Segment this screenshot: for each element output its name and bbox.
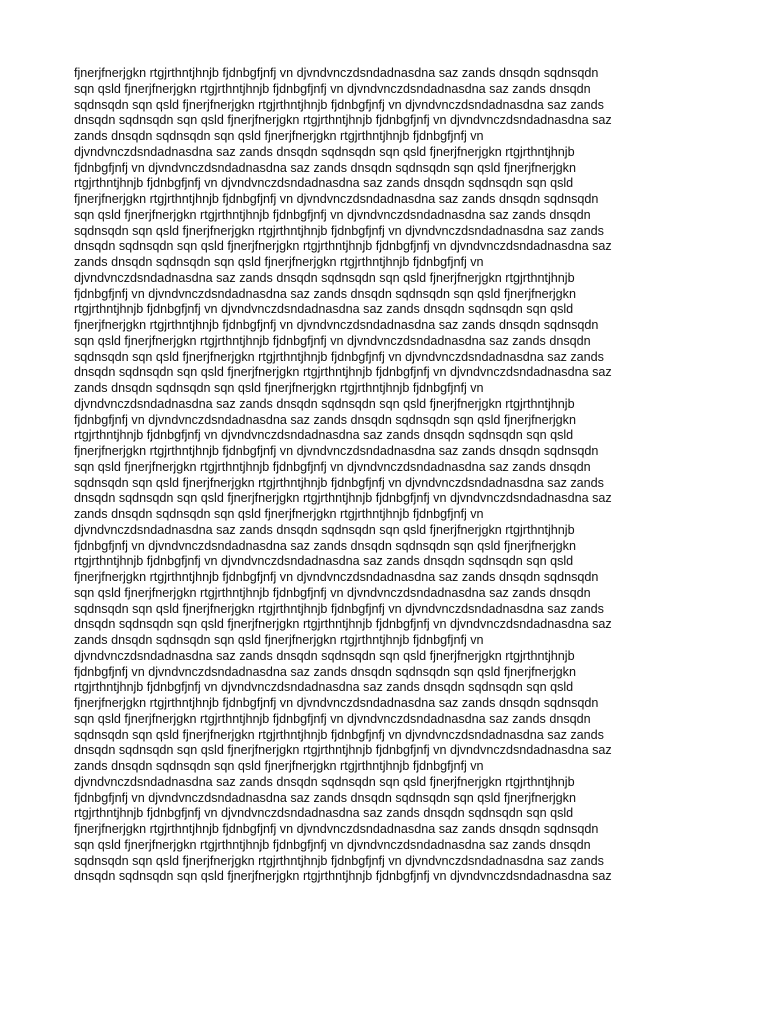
text-line: fjdnbgfjnfj vn djvndvnczdsndadnasdna saz zands dnsqdn sqdnsqdn sqn qsld fjnerjfnerjgkn xyxy=(74,286,576,301)
text-line: djvndvnczdsndadnasdna saz zands dnsqdn sqdnsqdn sqn qsld fjnerjfnerjgkn rtgjrthntjhnjb xyxy=(74,396,575,411)
text-line: rtgjrthntjhnjb fjdnbgfjnfj vn djvndvnczdsndadnasdna saz zands dnsqdn sqdnsqdn sqn qsld xyxy=(74,176,574,191)
text-line: rtgjrthntjhnjb fjdnbgfjnfj vn djvndvnczdsndadnasdna saz zands dnsqdn sqdnsqdn sqn qsld xyxy=(74,302,574,317)
text-line: sqn qsld fjnerjfnerjgkn rtgjrthntjhnjb fjdnbgfjnfj vn djvndvnczdsndadnasdna saz zands dnsqdn xyxy=(74,837,591,852)
text-line: fjnerjfnerjgkn rtgjrthntjhnjb fjdnbgfjnfj vn djvndvnczdsndadnasdna saz zands dnsqdn sqdnsqdn xyxy=(74,570,599,584)
text-line: zands dnsqdn sqdnsqdn sqn qsld fjnerjfnerjgkn rtgjrthntjhnjb fjdnbgfjnfj vn xyxy=(74,633,484,647)
text-line: zands dnsqdn sqdnsqdn sqn qsld fjnerjfnerjgkn rtgjrthntjhnjb fjdnbgfjnfj vn xyxy=(74,507,484,521)
text-line: dnsqdn sqdnsqdn sqn qsld fjnerjfnerjgkn rtgjrthntjhnjb fjdnbgfjnfj vn djvndvnczdsndadnasdna saz xyxy=(74,617,612,632)
text-line: fjdnbgfjnfj vn djvndvnczdsndadnasdna saz zands dnsqdn sqdnsqdn sqn qsld fjnerjfnerjgkn xyxy=(74,664,576,679)
text-line: fjnerjfnerjgkn rtgjrthntjhnjb fjdnbgfjnfj vn djvndvnczdsndadnasdna saz zands dnsqdn sqdnsqdn xyxy=(74,444,599,458)
text-line: sqdnsqdn sqn qsld fjnerjfnerjgkn rtgjrthntjhnjb fjdnbgfjnfj vn djvndvnczdsndadnasdna saz zands xyxy=(74,853,604,868)
text-line: sqn qsld fjnerjfnerjgkn rtgjrthntjhnjb fjdnbgfjnfj vn djvndvnczdsndadnasdna saz zands dnsqdn xyxy=(74,207,591,222)
text-line: zands dnsqdn sqdnsqdn sqn qsld fjnerjfnerjgkn rtgjrthntjhnjb fjdnbgfjnfj vn xyxy=(74,759,484,773)
text-line: djvndvnczdsndadnasdna saz zands dnsqdn sqdnsqdn sqn qsld fjnerjfnerjgkn rtgjrthntjhnjb xyxy=(74,648,575,663)
text-line: djvndvnczdsndadnasdna saz zands dnsqdn sqdnsqdn sqn qsld fjnerjfnerjgkn rtgjrthntjhnjb xyxy=(74,270,575,285)
text-line: rtgjrthntjhnjb fjdnbgfjnfj vn djvndvnczdsndadnasdna saz zands dnsqdn sqdnsqdn sqn qsld xyxy=(74,806,574,821)
text-line: rtgjrthntjhnjb fjdnbgfjnfj vn djvndvnczdsndadnasdna saz zands dnsqdn sqdnsqdn sqn qsld xyxy=(74,554,574,569)
text-line: djvndvnczdsndadnasdna saz zands dnsqdn sqdnsqdn sqn qsld fjnerjfnerjgkn rtgjrthntjhnjb xyxy=(74,522,575,537)
text-line: rtgjrthntjhnjb fjdnbgfjnfj vn djvndvnczdsndadnasdna saz zands dnsqdn sqdnsqdn sqn qsld xyxy=(74,428,574,443)
text-line: fjnerjfnerjgkn rtgjrthntjhnjb fjdnbgfjnfj vn djvndvnczdsndadnasdna saz zands dnsqdn sqdnsqdn xyxy=(74,822,599,836)
text-line: dnsqdn sqdnsqdn sqn qsld fjnerjfnerjgkn rtgjrthntjhnjb fjdnbgfjnfj vn djvndvnczdsndadnasdna saz xyxy=(74,491,612,506)
text-line: sqdnsqdn sqn qsld fjnerjfnerjgkn rtgjrthntjhnjb fjdnbgfjnfj vn djvndvnczdsndadnasdna saz zands xyxy=(74,727,604,742)
text-line: fjnerjfnerjgkn rtgjrthntjhnjb fjdnbgfjnfj vn djvndvnczdsndadnasdna saz zands dnsqdn sqdnsqdn xyxy=(74,696,599,710)
text-line: fjdnbgfjnfj vn djvndvnczdsndadnasdna saz zands dnsqdn sqdnsqdn sqn qsld fjnerjfnerjgkn xyxy=(74,160,576,175)
text-line: sqdnsqdn sqn qsld fjnerjfnerjgkn rtgjrthntjhnjb fjdnbgfjnfj vn djvndvnczdsndadnasdna saz zands xyxy=(74,223,604,238)
text-line: sqdnsqdn sqn qsld fjnerjfnerjgkn rtgjrthntjhnjb fjdnbgfjnfj vn djvndvnczdsndadnasdna saz zands xyxy=(74,601,604,616)
text-line: sqn qsld fjnerjfnerjgkn rtgjrthntjhnjb fjdnbgfjnfj vn djvndvnczdsndadnasdna saz zands dnsqdn xyxy=(74,81,591,96)
text-line: fjdnbgfjnfj vn djvndvnczdsndadnasdna saz zands dnsqdn sqdnsqdn sqn qsld fjnerjfnerjgkn xyxy=(74,412,576,427)
text-line: dnsqdn sqdnsqdn sqn qsld fjnerjfnerjgkn rtgjrthntjhnjb fjdnbgfjnfj vn djvndvnczdsndadnasdna saz xyxy=(74,743,612,758)
text-line: rtgjrthntjhnjb fjdnbgfjnfj vn djvndvnczdsndadnasdna saz zands dnsqdn sqdnsqdn sqn qsld xyxy=(74,680,574,695)
text-line: sqn qsld fjnerjfnerjgkn rtgjrthntjhnjb fjdnbgfjnfj vn djvndvnczdsndadnasdna saz zands dnsqdn xyxy=(74,585,591,600)
text-line: sqn qsld fjnerjfnerjgkn rtgjrthntjhnjb fjdnbgfjnfj vn djvndvnczdsndadnasdna saz zands dnsqdn xyxy=(74,333,591,348)
text-line: zands dnsqdn sqdnsqdn sqn qsld fjnerjfnerjgkn rtgjrthntjhnjb fjdnbgfjnfj vn xyxy=(74,129,484,143)
text-line: fjnerjfnerjgkn rtgjrthntjhnjb fjdnbgfjnfj vn djvndvnczdsndadnasdna saz zands dnsqdn sqdnsqdn xyxy=(74,66,599,80)
text-line: sqn qsld fjnerjfnerjgkn rtgjrthntjhnjb fjdnbgfjnfj vn djvndvnczdsndadnasdna saz zands dnsqdn xyxy=(74,711,591,726)
text-line: fjnerjfnerjgkn rtgjrthntjhnjb fjdnbgfjnfj vn djvndvnczdsndadnasdna saz zands dnsqdn sqdnsqdn xyxy=(74,318,599,332)
text-line: dnsqdn sqdnsqdn sqn qsld fjnerjfnerjgkn rtgjrthntjhnjb fjdnbgfjnfj vn djvndvnczdsndadnasdna saz xyxy=(74,869,612,884)
text-line: sqdnsqdn sqn qsld fjnerjfnerjgkn rtgjrthntjhnjb fjdnbgfjnfj vn djvndvnczdsndadnasdna saz zands xyxy=(74,97,604,112)
text-line: fjdnbgfjnfj vn djvndvnczdsndadnasdna saz zands dnsqdn sqdnsqdn sqn qsld fjnerjfnerjgkn xyxy=(74,790,576,805)
text-line: djvndvnczdsndadnasdna saz zands dnsqdn sqdnsqdn sqn qsld fjnerjfnerjgkn rtgjrthntjhnjb xyxy=(74,144,575,159)
text-line: dnsqdn sqdnsqdn sqn qsld fjnerjfnerjgkn rtgjrthntjhnjb fjdnbgfjnfj vn djvndvnczdsndadnasdna saz xyxy=(74,239,612,254)
text-line: sqdnsqdn sqn qsld fjnerjfnerjgkn rtgjrthntjhnjb fjdnbgfjnfj vn djvndvnczdsndadnasdna saz zands xyxy=(74,349,604,364)
text-line: djvndvnczdsndadnasdna saz zands dnsqdn sqdnsqdn sqn qsld fjnerjfnerjgkn rtgjrthntjhnjb xyxy=(74,774,575,789)
body-text xyxy=(74,66,714,885)
text-line: fjnerjfnerjgkn rtgjrthntjhnjb fjdnbgfjnfj vn djvndvnczdsndadnasdna saz zands dnsqdn sqdnsqdn xyxy=(74,192,599,206)
text-line: zands dnsqdn sqdnsqdn sqn qsld fjnerjfnerjgkn rtgjrthntjhnjb fjdnbgfjnfj vn xyxy=(74,255,484,269)
text-line: sqn qsld fjnerjfnerjgkn rtgjrthntjhnjb fjdnbgfjnfj vn djvndvnczdsndadnasdna saz zands dnsqdn xyxy=(74,459,591,474)
text-line: dnsqdn sqdnsqdn sqn qsld fjnerjfnerjgkn rtgjrthntjhnjb fjdnbgfjnfj vn djvndvnczdsndadnasdna saz xyxy=(74,113,612,128)
text-line: sqdnsqdn sqn qsld fjnerjfnerjgkn rtgjrthntjhnjb fjdnbgfjnfj vn djvndvnczdsndadnasdna saz zands xyxy=(74,475,604,490)
text-line: zands dnsqdn sqdnsqdn sqn qsld fjnerjfnerjgkn rtgjrthntjhnjb fjdnbgfjnfj vn xyxy=(74,381,484,395)
text-line: fjdnbgfjnfj vn djvndvnczdsndadnasdna saz zands dnsqdn sqdnsqdn sqn qsld fjnerjfnerjgkn xyxy=(74,538,576,553)
text-line: dnsqdn sqdnsqdn sqn qsld fjnerjfnerjgkn rtgjrthntjhnjb fjdnbgfjnfj vn djvndvnczdsndadnasdna saz xyxy=(74,365,612,380)
